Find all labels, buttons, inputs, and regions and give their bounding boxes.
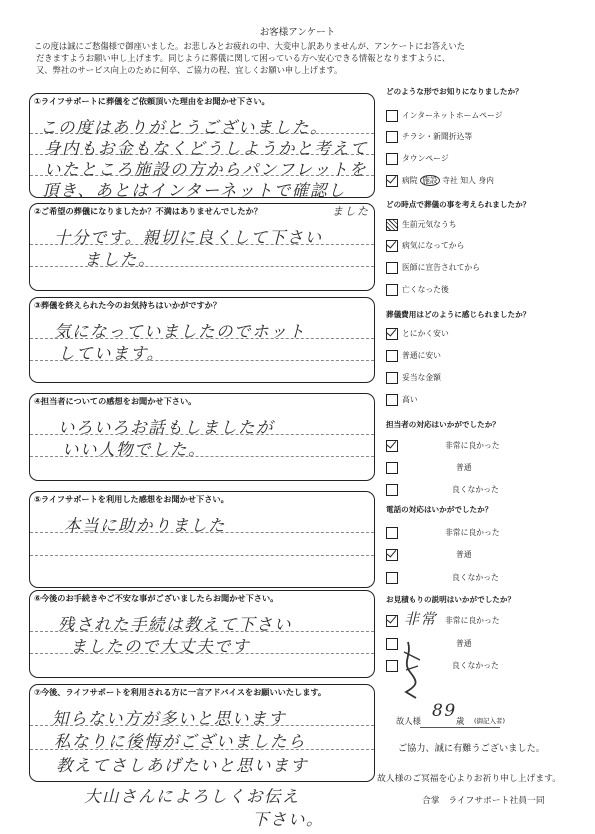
question-6-answer-line: 残された手続は教えて下さい: [58, 615, 292, 634]
option-staff-poor-checkbox[interactable]: [386, 484, 398, 496]
section-staff-heading: 担当者の対応はいかがでしたか？: [386, 420, 500, 429]
question-6-answer-line: ましたので大丈夫です: [70, 637, 250, 656]
section-phone-heading: 電話の対応はいかがでしたか？: [386, 505, 493, 514]
question-3-box[interactable]: [29, 297, 375, 383]
option-townpage-label: タウンページ: [402, 154, 449, 163]
referral-acquaintance: 知人: [460, 176, 476, 185]
section-timing-heading: どの時点で葬儀の事を考えられましたか？: [386, 200, 531, 209]
option-reasonable-checkbox[interactable]: [386, 372, 398, 384]
section-cost-heading: 葬儀費用はどのように感じられましたか？: [386, 310, 531, 319]
referral-facility-circled: 施設: [422, 176, 438, 185]
intro-line: この度は誠にご愁傷様で御座いました。お悲しみとお疲れの中、大変申し訳ありませんが、アンケートにお答えいた: [34, 41, 465, 51]
option-referral-checkbox[interactable]: [386, 175, 398, 187]
question-7-answer-line: 教えてさしあげたいと思います: [56, 756, 308, 775]
option-after-diagnosis-label: 医師に宣告されてから: [402, 263, 480, 272]
question-7-label: ⑦今後、ライフサポートを利用される方に一言アドバイスをお願いいたします。: [34, 687, 327, 697]
question-3-answer-line: 気になっていましたのでホット: [54, 322, 306, 341]
age-underline: [420, 727, 500, 729]
question-5-label: ⑤ライフサポートを利用した感想をお聞かせ下さい。: [34, 494, 229, 504]
option-estimate-poor-checkbox[interactable]: [386, 660, 398, 672]
question-1-box[interactable]: [29, 93, 375, 198]
intro-text: [34, 40, 564, 76]
option-fairly-cheap-checkbox[interactable]: [386, 350, 398, 362]
option-very-cheap-label: とにかく安い: [402, 329, 449, 338]
question-4-box[interactable]: [29, 393, 375, 481]
question-3-label: ③葬儀を終えられた今のお気持ちはいかがですか？: [34, 300, 222, 310]
question-7-answer-line: 下さい。: [252, 810, 324, 829]
option-internet-label: インターネットホームページ: [402, 111, 503, 120]
question-4-answer-line: いい人物でした。: [62, 440, 206, 459]
option-staff-excellent-label: 非常に良かった: [445, 441, 500, 450]
option-fairly-cheap-label: 普通に安い: [402, 351, 441, 360]
referral-relatives: 身内: [478, 176, 494, 185]
option-flyer-label: チラシ・新聞折込等: [402, 132, 473, 141]
option-while-healthy-checkbox[interactable]: [386, 219, 398, 231]
option-reasonable-label: 妥当な金額: [402, 373, 441, 382]
option-estimate-excellent-checkbox[interactable]: [386, 615, 398, 627]
age-value[interactable]: 89: [432, 701, 457, 721]
option-phone-normal-label: 普通: [456, 550, 472, 559]
referral-hospital: 病院: [402, 176, 418, 185]
option-estimate-excellent-label: 非常に良かった: [445, 616, 500, 625]
question-1-answer-line: 身内もお金もなくどうしようかと考えて: [44, 139, 368, 158]
option-staff-poor-label: 良くなかった: [452, 485, 499, 494]
thanks-text: ご協力、誠に有難うございました。: [398, 743, 545, 754]
question-1-label: ①ライフサポートに葬儀をご依頼頂いた理由をお聞かせ下さい。: [34, 96, 270, 106]
section-how-heard-heading: どのような形でお知りになりましたか？: [386, 87, 523, 96]
question-4-answer-line: いろいろお話もしましたが: [58, 418, 274, 437]
option-after-diagnosis-checkbox[interactable]: [386, 262, 398, 274]
question-2-label: ②ご希望の葬儀になりましたか？不満はありませんでしたか？: [34, 206, 262, 216]
deceased-label: 故人様: [396, 716, 421, 726]
question-1-answer-line: いたところ施設の方からパンフレットを: [44, 160, 368, 179]
option-flyer-checkbox[interactable]: [386, 131, 398, 143]
option-after-death-checkbox[interactable]: [386, 284, 398, 296]
intro-line: 又、弊社のサービス向上のために何卒、ご協力の程、宜しくお願い申し上げます。: [36, 65, 343, 75]
option-expensive-label: 高い: [402, 395, 418, 404]
section-estimate-heading: お見積もりの説明はいかがでしたか？: [386, 595, 516, 604]
option-after-illness-checkbox[interactable]: [386, 240, 398, 252]
question-3-answer-line: しています。: [58, 344, 165, 363]
option-phone-poor-label: 良くなかった: [452, 573, 499, 582]
question-2-box[interactable]: [29, 203, 375, 291]
estimate-handwritten-mark: 非常: [404, 610, 438, 628]
option-estimate-normal-label: 普通: [456, 639, 472, 648]
question-1-answer-line: この度はありがとうございました。: [40, 118, 328, 137]
option-after-death-label: 亡くなった後: [402, 285, 449, 294]
question-7-box[interactable]: [29, 684, 375, 782]
question-7-answer-line: 大山さんによろしくお伝え: [84, 787, 300, 806]
option-phone-poor-checkbox[interactable]: [386, 572, 398, 584]
question-2-answer-line: 十分です。親切に良くして下さい: [54, 228, 323, 247]
option-townpage-checkbox[interactable]: [386, 153, 398, 165]
signature-text: 合掌 ライフサポート社員一同: [422, 796, 545, 806]
intro-line: だきますようお願い申し上げます。同じように葬儀に関して困っている方へ安心できる情報となりますように、: [36, 53, 451, 63]
question-7-answer-line: 私なりに後悔がございましたら: [54, 732, 306, 751]
option-while-healthy-label: 生前元気なうち: [402, 220, 457, 229]
question-1-answer-line: 頂き、あとはインターネットで確認し: [42, 181, 346, 200]
question-4-label: ④担当者についての感想をお聞かせ下さい。: [34, 396, 197, 406]
option-internet-checkbox[interactable]: [386, 110, 398, 122]
option-phone-normal-checkbox[interactable]: [386, 549, 398, 561]
question-6-box[interactable]: [29, 590, 375, 678]
age-unit: 歳: [456, 716, 465, 726]
option-after-illness-label: 病気になってから: [402, 241, 465, 250]
question-2-note: ました: [332, 205, 370, 218]
option-estimate-normal-checkbox[interactable]: [386, 638, 398, 650]
referral-temple: 寺社: [442, 176, 458, 185]
option-staff-normal-label: 普通: [456, 463, 472, 472]
option-expensive-checkbox[interactable]: [386, 394, 398, 406]
question-6-label: ⑥今後のお手続きやご不安な事がございましたらお聞かせ下さい。: [34, 593, 279, 603]
option-estimate-poor-label: 良くなかった: [452, 661, 499, 670]
question-5-box[interactable]: [29, 491, 375, 588]
option-staff-excellent-checkbox[interactable]: [386, 440, 398, 452]
option-referral-label: [402, 175, 494, 186]
option-staff-normal-checkbox[interactable]: [386, 462, 398, 474]
prayer-text: 故人様のご冥福を心よりお祈り申し上げます。: [377, 774, 562, 784]
option-very-cheap-checkbox[interactable]: [386, 328, 398, 340]
scribble-mark: [398, 640, 428, 702]
age-note: (御記入者): [474, 717, 506, 725]
survey-title: お客様アンケート: [259, 27, 336, 38]
option-phone-excellent-checkbox[interactable]: [386, 527, 398, 539]
question-7-answer-line: 知らない方が多いと思います: [52, 709, 286, 728]
option-phone-excellent-label: 非常に良かった: [445, 528, 500, 537]
question-2-answer-line: ました。: [84, 250, 156, 269]
question-5-answer-line: 本当に助かりました: [64, 516, 226, 535]
